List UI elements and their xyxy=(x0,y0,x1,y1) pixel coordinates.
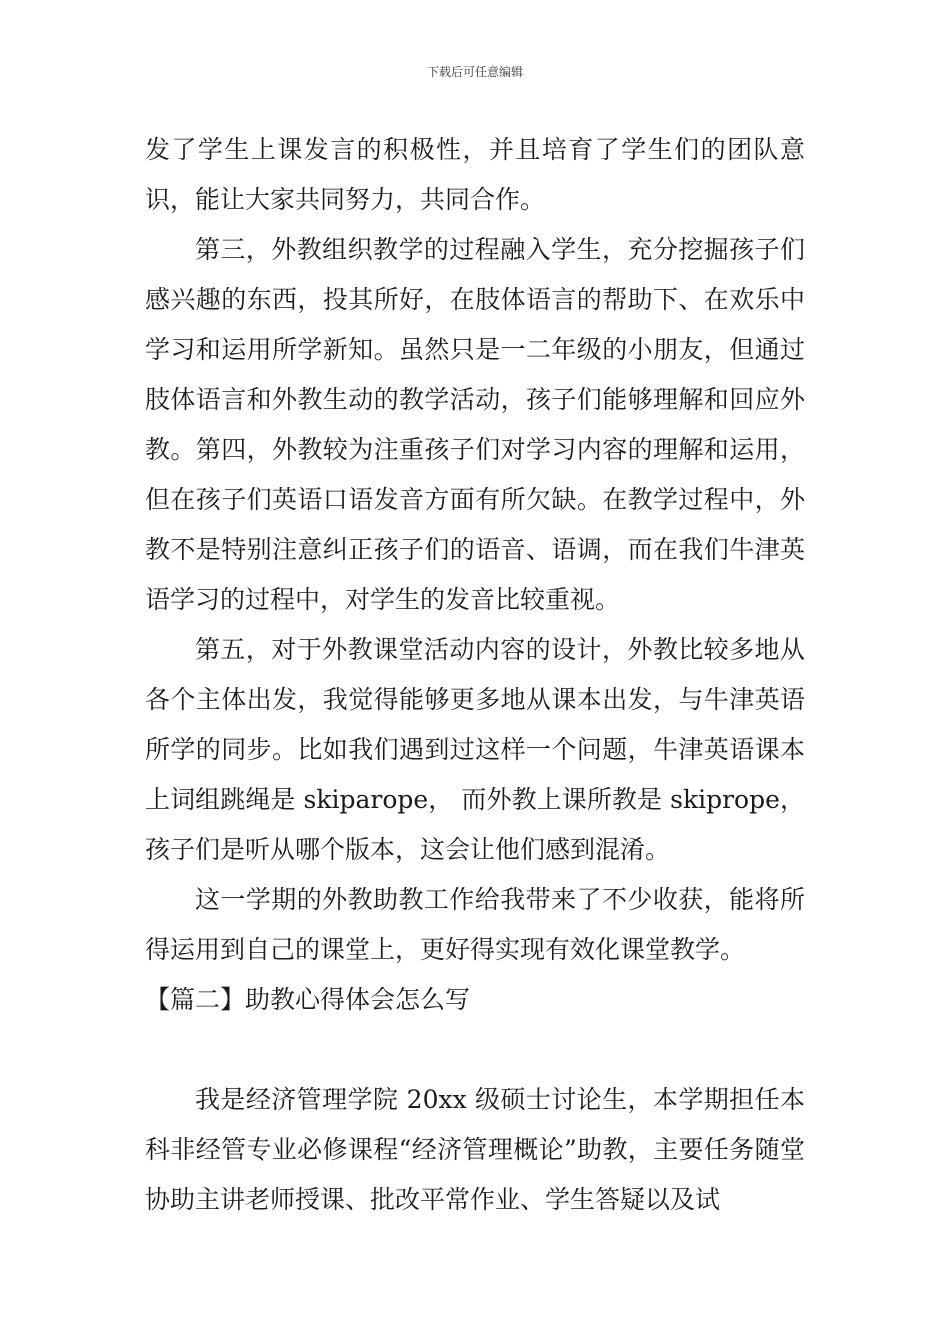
paragraph-section2-intro: 我是经济管理学院 20xx 级硕士讨论生，本学期担任本科非经管专业必修课程“经济管理概论”助教，主要任务随堂协助主讲老师授课、批改平常作业、学生答疑以及试 xyxy=(145,1085,805,1214)
paragraph-fifth-point: 第五，对于外教课堂活动内容的设计，外教比较多地从各个主体出发，我觉得能够更多地从课本出发，与牛津英语所学的同步。比如我们遇到过这样一个问题，牛津英语课本上词组跳绳是 skiparope， 而外教上课所教是 skiprope，孩子们是听从哪个版本，这会让他们感到混淆。 xyxy=(145,635,805,864)
blank-line xyxy=(145,1025,805,1075)
paragraph-summary: 这一学期的外教助教工作给我带来了不少收获，能将所得运用到自己的课堂上，更好得实现有效化课堂教学。 xyxy=(145,885,805,964)
paragraph-continuation: 发了学生上课发言的积极性，并且培育了学生们的团队意识，能让大家共同努力，共同合作。 xyxy=(145,135,805,214)
paragraph-third-point: 第三，外教组织教学的过程融入学生，充分挖掘孩子们感兴趣的东西，投其所好，在肢体语言的帮助下、在欢乐中学习和运用所学新知。虽然只是一二年级的小朋友，但通过肢体语言和外教生动的教学活动，孩子们能够理解和回应外教。第四，外教较为注重孩子们对学习内容的理解和运用，但在孩子们英语口语发音方面有所欠缺。在教学过程中，外教不是特别注意纠正孩子们的语音、语调，而在我们牛津英语学习的过程中，对学生的发音比较重视。 xyxy=(145,235,805,614)
page-header: 下载后可任意编辑 xyxy=(426,65,523,79)
section-heading: 【篇二】助教心得体会怎么写 xyxy=(145,985,471,1014)
document-body xyxy=(145,125,805,1225)
